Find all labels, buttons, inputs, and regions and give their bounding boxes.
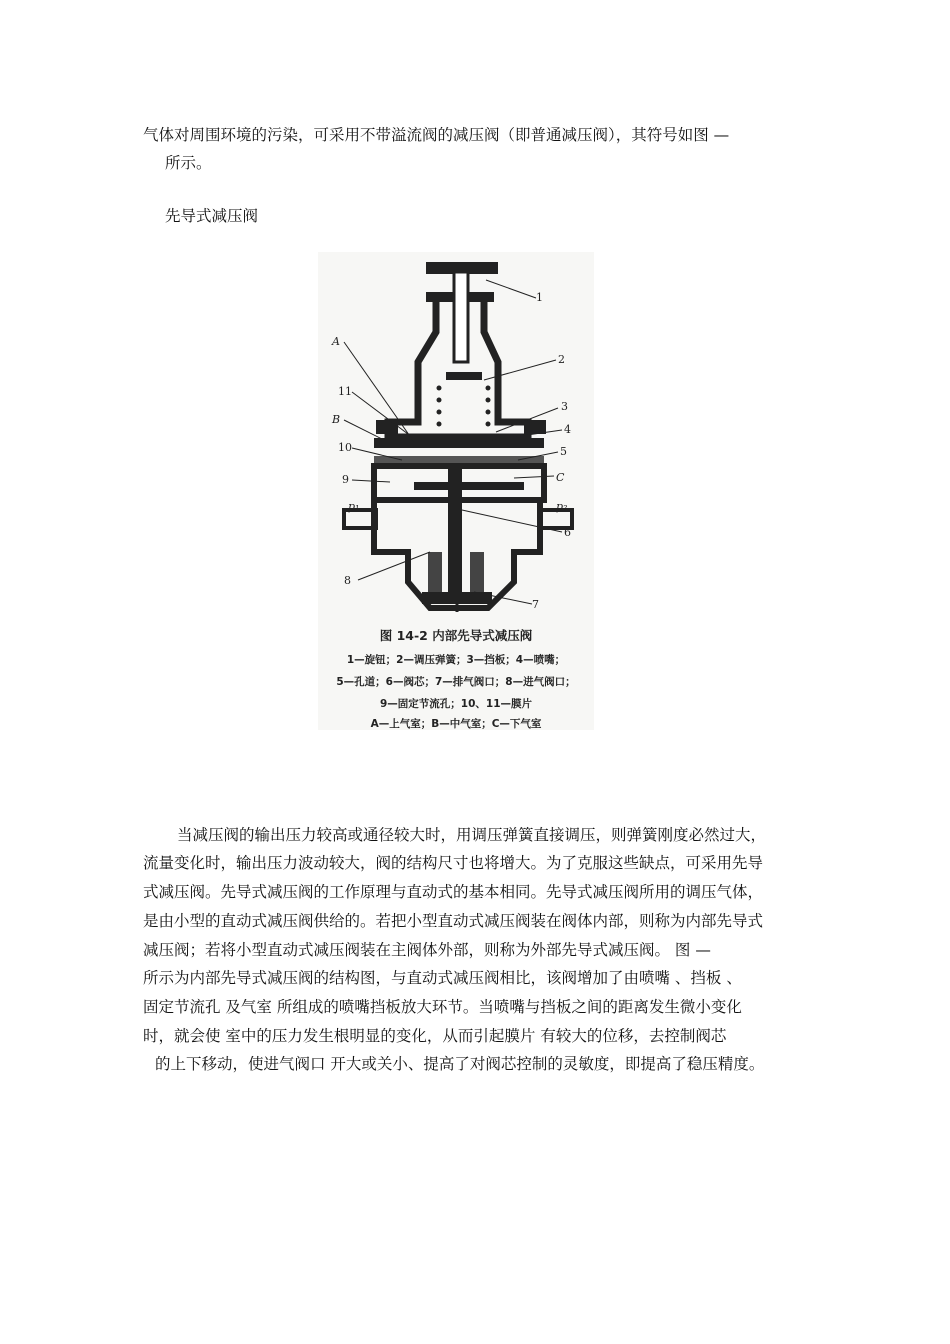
body-line: 是由小型的直动式减压阀供给的。若把小型直动式减压阀装在阀体内部，则称为内部先导式	[143, 912, 764, 930]
label-5: 5	[560, 445, 567, 458]
left-flange	[376, 420, 398, 434]
diaphragm-11	[374, 438, 544, 448]
intro-line-1: 气体对周围环境的污染，可采用不带溢流阀的减压阀（即普通减压阀），其符号如图 —	[143, 126, 730, 144]
figure-caption-line: 5—孔道；6—阀芯；7—排气阀口；8—进气阀口；	[336, 676, 576, 688]
label-9: 9	[342, 473, 349, 486]
figure-caption-title: 图 14-2 内部先导式减压阀	[379, 628, 533, 643]
valve-stem	[448, 464, 462, 594]
label-3: 3	[561, 400, 568, 413]
label-2: 2	[558, 353, 565, 366]
body-line: 减压阀；若将小型直动式减压阀装在主阀体外部，则称为外部先导式减压阀。 图 —	[143, 941, 711, 959]
label-6: 6	[564, 526, 571, 539]
label-p2: p₂	[556, 500, 568, 513]
spring-seat	[446, 372, 482, 380]
figure-caption-line: 1—旋钮；2—调压弹簧；3—挡板；4—喷嘴；	[346, 654, 566, 666]
right-flange	[524, 420, 546, 434]
inlet-seat-right	[470, 552, 484, 592]
valve-figure	[318, 252, 594, 730]
label-10: 10	[338, 441, 352, 454]
body-line: 所示为内部先导式减压阀的结构图，与直动式减压阀相比，该阀增加了由喷嘴 、挡板 、	[143, 969, 742, 987]
body-line: 式减压阀。先导式减压阀的工作原理与直动式的基本相同。先导式减压阀所用的调压气体，	[143, 883, 764, 901]
label-7: 7	[532, 598, 539, 611]
body-line: 固定节流孔 及气室 所组成的喷嘴挡板放大环节。当喷嘴与挡板之间的距离发生微小变化	[143, 998, 742, 1016]
body-line: 当减压阀的输出压力较高或通径较大时，用调压弹簧直接调压，则弹簧刚度必然过大，	[177, 826, 767, 844]
main-diaphragm	[414, 482, 524, 490]
intro-line-2: 所示。	[165, 154, 212, 172]
label-4: 4	[564, 423, 571, 436]
label-A: A	[332, 335, 340, 348]
spring-coils	[437, 386, 491, 427]
adjust-screw	[454, 272, 468, 362]
label-1: 1	[536, 291, 543, 304]
label-p1: p₁	[348, 500, 360, 513]
body-line: 时，就会使 室中的压力发生根明显的变化，从而引起膜片 有较大的位移，去控制阀芯	[143, 1027, 727, 1045]
label-11: 11	[338, 385, 352, 398]
label-B: B	[332, 413, 341, 426]
body-line: 流量变化时，输出压力波动较大，阀的结构尺寸也将增大。为了克服这些缺点，可采用先导	[143, 854, 764, 872]
label-C: C	[556, 471, 565, 484]
figure-caption-line: 9—固定节流孔；10、11—膜片	[379, 698, 533, 710]
figure-caption-line: A—上气室；B—中气室；C—下气室	[370, 718, 542, 730]
label-8: 8	[344, 574, 351, 587]
body-line: 的上下移动，使进气阀口 开大或关小、提高了对阀芯控制的灵敏度，即提高了稳压精度。	[155, 1055, 765, 1073]
section-heading: 先导式减压阀	[165, 207, 259, 225]
inlet-seat-left	[428, 552, 442, 592]
